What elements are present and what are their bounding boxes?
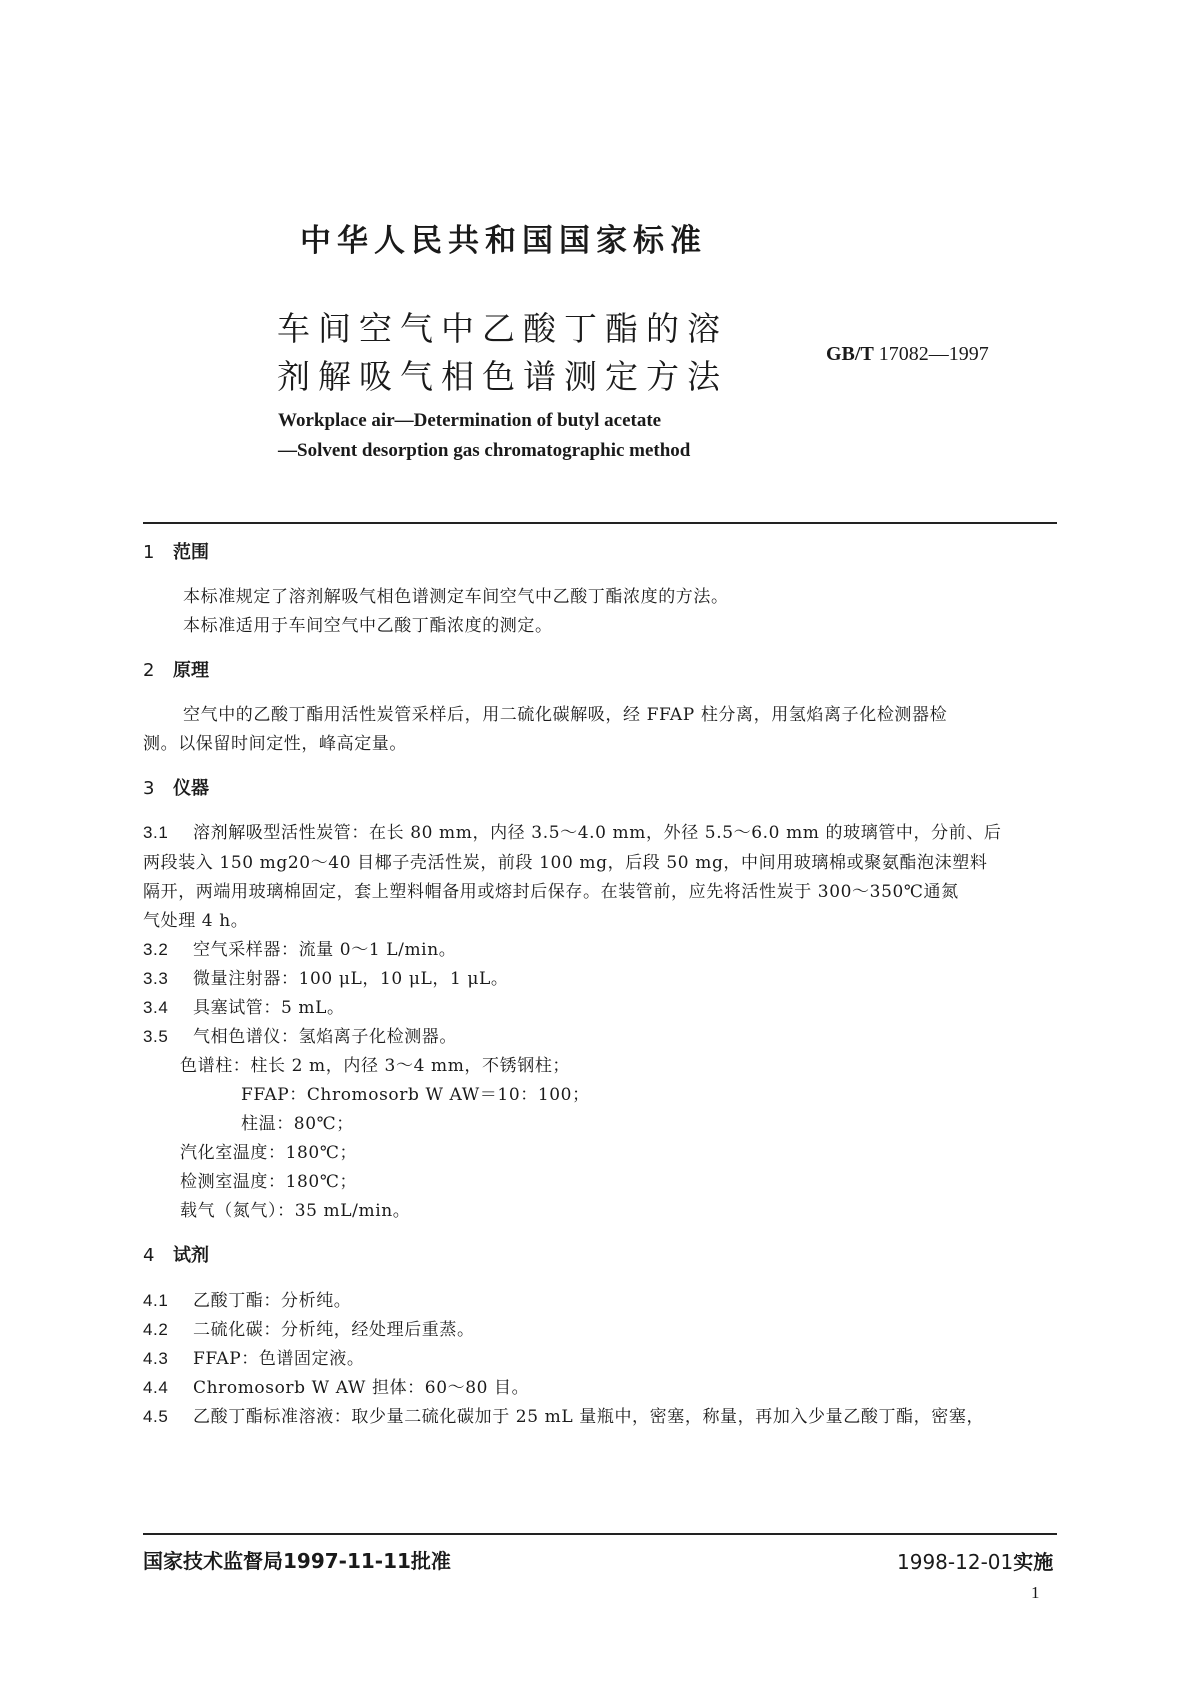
- section-1-heading: [143, 538, 209, 564]
- clause-text: Chromosorb W AW 担体：60～80 目。: [193, 1378, 530, 1398]
- section-number: 4: [143, 1245, 155, 1266]
- section-number: 1: [143, 542, 155, 563]
- document-title-line2: 剂解吸气相色谱测定方法: [277, 357, 728, 396]
- clause-text: 乙酸丁酯：分析纯。: [193, 1291, 352, 1311]
- clause-text: 具塞试管：5 mL。: [193, 998, 345, 1018]
- clause-text: 二硫化碳：分析纯，经处理后重蒸。: [193, 1320, 475, 1340]
- clause-text: 微量注射器：100 μL，10 μL，1 μL。: [193, 969, 509, 989]
- implementation-date: 1998-12-01: [897, 1550, 1014, 1574]
- clause-4-2: [143, 1315, 475, 1340]
- english-title-line1: Workplace air—Determination of butyl acetate: [278, 410, 662, 431]
- clause-3-4: [143, 993, 345, 1018]
- vaporizer-temperature: 汽化室温度：180℃；: [180, 1143, 358, 1163]
- footer-divider: [143, 1533, 1057, 1535]
- clause-number: 3.5: [143, 1027, 169, 1046]
- clause-3-5: [143, 1022, 457, 1047]
- section-title: 范围: [173, 542, 209, 563]
- column-spec: 色谱柱：柱长 2 m，内径 3～4 mm，不锈钢柱；: [180, 1056, 571, 1076]
- clause-number: 4.2: [143, 1320, 169, 1339]
- stationary-phase-spec: FFAP：Chromosorb W AW＝10：100；: [241, 1085, 590, 1105]
- clause-4-4: [143, 1373, 529, 1398]
- section-title: 仪器: [173, 778, 209, 799]
- clause-number: 3.4: [143, 998, 169, 1017]
- clause-text: 空气采样器：流量 0～1 L/min。: [193, 940, 457, 960]
- approval-line: 国家技术监督局1997-11-11批准: [143, 1549, 451, 1573]
- section-title: 原理: [173, 660, 209, 681]
- clause-continuation: 两段装入 150 mg20～40 目椰子壳活性炭，前段 100 mg，后段 50 mg，中间用玻璃棉或聚氨酯泡沫塑料: [143, 853, 988, 873]
- clause-3-1: [143, 818, 1002, 843]
- implementation-line: [897, 1546, 1053, 1575]
- clause-continuation: 气处理 4 h。: [143, 911, 249, 931]
- detector-temperature: 检测室温度：180℃；: [180, 1172, 358, 1192]
- page-number: 1: [1031, 1583, 1040, 1602]
- clause-number: 4.4: [143, 1378, 169, 1397]
- paragraph: 本标准规定了溶剂解吸气相色谱测定车间空气中乙酸丁酯浓度的方法。: [183, 587, 729, 607]
- clause-text: 气相色谱仪：氢焰离子化检测器。: [193, 1027, 457, 1047]
- standard-number: [826, 343, 989, 366]
- clause-number: 4.5: [143, 1407, 169, 1426]
- section-3-heading: [143, 774, 209, 800]
- english-title-line2: —Solvent desorption gas chromatographic method: [278, 440, 691, 461]
- section-title: 试剂: [173, 1245, 209, 1266]
- clause-number: 3.2: [143, 940, 169, 959]
- header-divider: [143, 522, 1057, 524]
- carrier-gas-flow: 载气（氮气）：35 mL/min。: [180, 1201, 411, 1221]
- paragraph: 空气中的乙酸丁酯用活性炭管采样后，用二硫化碳解吸，经 FFAP 柱分离，用氢焰离子化检测器检: [183, 705, 948, 725]
- paragraph: 测。以保留时间定性，峰高定量。: [143, 734, 407, 754]
- column-temperature: 柱温：80℃；: [241, 1114, 354, 1134]
- document-title-line1: 车间空气中乙酸丁酯的溶: [277, 309, 728, 348]
- clause-4-3: [143, 1344, 364, 1369]
- clause-text: 溶剂解吸型活性炭管：在长 80 mm，内径 3.5～4.0 mm，外径 5.5～6.0 mm 的玻璃管中，分前、后: [193, 823, 1002, 843]
- clause-3-3: [143, 964, 509, 989]
- section-number: 3: [143, 778, 155, 799]
- section-number: 2: [143, 660, 155, 681]
- clause-text: 乙酸丁酯标准溶液：取少量二硫化碳加于 25 mL 量瓶中，密塞，称量，再加入少量乙酸丁酯，密塞，: [193, 1407, 985, 1427]
- section-4-heading: [143, 1241, 209, 1267]
- standard-code: 17082—1997: [878, 343, 989, 365]
- clause-number: 3.3: [143, 969, 169, 988]
- clause-text: FFAP：色谱固定液。: [193, 1349, 365, 1369]
- section-2-heading: [143, 656, 209, 682]
- implementation-label: 实施: [1013, 1550, 1054, 1574]
- national-standard-heading: 中华人民共和国国家标准: [300, 223, 707, 259]
- clause-4-5: [143, 1402, 984, 1427]
- clause-4-1: [143, 1286, 351, 1311]
- clause-continuation: 隔开，两端用玻璃棉固定，套上塑料帽备用或熔封后保存。在装管前，应先将活性炭于 300～350℃通氮: [143, 882, 959, 902]
- paragraph: 本标准适用于车间空气中乙酸丁酯浓度的测定。: [183, 616, 553, 636]
- clause-number: 4.1: [143, 1291, 169, 1310]
- standard-prefix: GB/T: [826, 343, 874, 365]
- clause-number: 3.1: [143, 823, 169, 842]
- clause-number: 4.3: [143, 1349, 169, 1368]
- clause-3-2: [143, 935, 456, 960]
